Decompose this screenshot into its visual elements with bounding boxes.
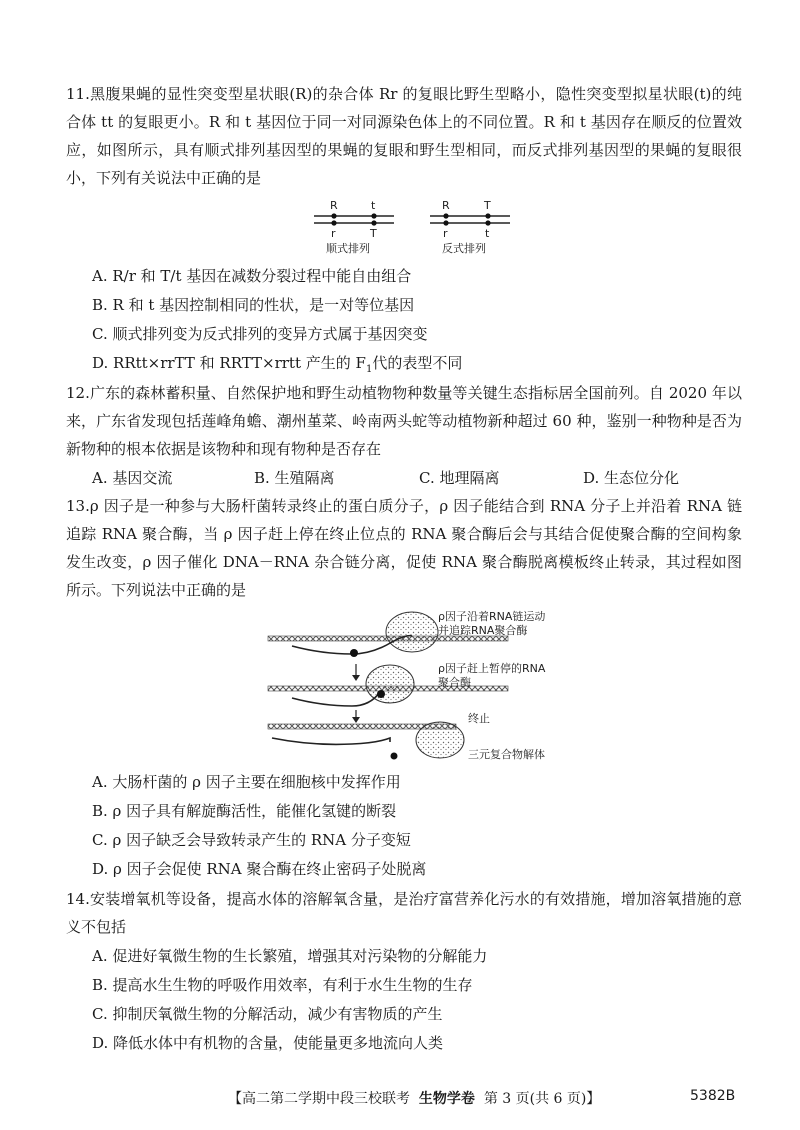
q12-option-b: B. 生殖隔离	[254, 469, 335, 487]
question-number: 13.	[66, 497, 90, 515]
q13-option-c: C. ρ 因子缺乏会导致转录产生的 RNA 分子变短	[92, 831, 411, 849]
q12-options	[92, 466, 742, 490]
q14-option-d: D. 降低水体中有机物的含量，使能量更多地流向人类	[92, 1034, 444, 1052]
cis-top-left-label: R	[330, 199, 338, 212]
footer-exam-title: 【高二第二学期中段三校联考	[228, 1091, 410, 1107]
chromosome-arrangement-figure	[312, 196, 512, 258]
q14-option-c: C. 抑制厌氧微生物的分解活动，减少有害物质的产生	[92, 1005, 443, 1023]
q14-option-a: A. 促进好氧微生物的生长繁殖，增强其对污染物的分解能力	[92, 947, 488, 965]
q12-option-a: A. 基因交流	[92, 469, 173, 487]
q13-option-d: D. ρ 因子会促使 RNA 聚合酶在终止密码子处脱离	[92, 860, 427, 878]
trans-bottom-right-label: t	[485, 227, 490, 240]
trans-arrangement	[430, 199, 510, 255]
panel-rho-catches	[268, 661, 546, 706]
panel-termination	[268, 711, 545, 761]
cis-top-right-label: t	[371, 199, 376, 212]
question-number: 12.	[66, 384, 90, 402]
label-catches-1: ρ因子赶上暂停的RNA	[438, 662, 546, 675]
q13-option-a: A. 大肠杆菌的 ρ 因子主要在细胞核中发挥作用	[92, 773, 401, 791]
label-catches-2: 聚合酶	[438, 676, 471, 689]
trans-bottom-left-label: r	[443, 227, 448, 240]
q11-option-d: D. RRtt×rrTT 和 RRTT×rrtt 产生的 $F_1$代的表型不同	[92, 354, 463, 375]
footer-page-number: 第 3 页(共 6 页)】	[483, 1091, 601, 1107]
q13-option-b: B. ρ 因子具有解旋酶活性，能催化氢键的断裂	[92, 802, 397, 820]
q12-option-d: D. 生态位分化	[583, 469, 680, 487]
question-text: ρ 因子是一种参与大肠杆菌转录终止的蛋白质分子，ρ 因子能结合到 RNA 分子上并沿着 RNA 链追踪 RNA 聚合酶，当 ρ 因子赶上停在终止位点的 RNA 聚合酶后会与其结合促使聚合酶的空间构象发生改变，ρ 因子催化 DNA－RNA 杂合链分离，促使 RNA 聚合酶脱离模板终止转录，其过程如图所示。下列说法中正确的是	[66, 497, 742, 599]
q11-option-b: B. R 和 t 基因控制相同的性状，是一对等位基因	[92, 296, 415, 314]
question-text: 安装增氧机等设备，提高水体的溶解氧含量，是治疗富营养化污水的有效措施，增加溶氧措施的意义不包括	[66, 890, 742, 936]
cis-bottom-left-label: r	[331, 227, 336, 240]
q14-option-b: B. 提高水生生物的呼吸作用效率，有利于水生生物的生存	[92, 976, 473, 994]
rho-termination-figure	[262, 606, 592, 766]
cis-bottom-right-label: T	[370, 227, 377, 240]
question-text: 黑腹果蝇的显性突变型星状眼(R)的杂合体 Rr 的复眼比野生型略小，隐性突变型拟星状眼(t)的纯合体 tt 的复眼更小。R 和 t 基因位于同一对同源染色体上的不同位置。R 和 t 基因存在顺反的位置效应，如图所示，具有顺式排列基因型的果蝇的复眼和野生型相同，而反式排列基因型的果蝇的复眼很小，下列有关说法中正确的是	[66, 85, 742, 187]
label-terminate: 终止	[468, 712, 490, 725]
label-tracking-1: ρ因子沿着RNA链运动	[438, 610, 546, 623]
q12-option-c: C. 地理隔离	[419, 469, 500, 487]
label-disassembly: 三元复合物解体	[468, 748, 545, 761]
trans-caption: 反式排列	[442, 242, 486, 255]
question-number: 11.	[66, 85, 90, 103]
cis-caption: 顺式排列	[326, 242, 370, 255]
footer-exam-info	[228, 1088, 600, 1108]
q11-option-a: A. R/r 和 T/t 基因在减数分裂过程中能自由组合	[92, 267, 412, 285]
question-12-stem	[66, 379, 742, 463]
q11-option-c: C. 顺式排列变为反式排列的变异方式属于基因突变	[92, 325, 428, 343]
question-text: 广东的森林蓄积量、自然保护地和野生动植物物种数量等关键生态指标居全国前列。自 2020 年以来，广东省发现包括莲峰角蟾、潮州堇菜、岭南两头蛇等动植物新种超过 60 种，鉴别一种物种是否为新物种的根本依据是该物种和现有物种是否存在	[66, 384, 742, 458]
footer-paper-code: 5382B	[690, 1088, 736, 1104]
trans-top-left-label: R	[442, 199, 450, 212]
rho-factor-icon	[350, 649, 358, 657]
cis-arrangement	[314, 199, 394, 255]
footer-subject: 生物学卷	[418, 1091, 475, 1107]
trans-top-right-label: T	[484, 199, 491, 212]
question-11-stem	[66, 80, 742, 192]
question-13-stem	[66, 492, 742, 604]
question-14-stem	[66, 885, 742, 941]
question-number: 14.	[66, 890, 90, 908]
label-tracking-2: 并追踪RNA聚合酶	[438, 624, 528, 637]
panel-rho-tracking	[268, 609, 545, 657]
